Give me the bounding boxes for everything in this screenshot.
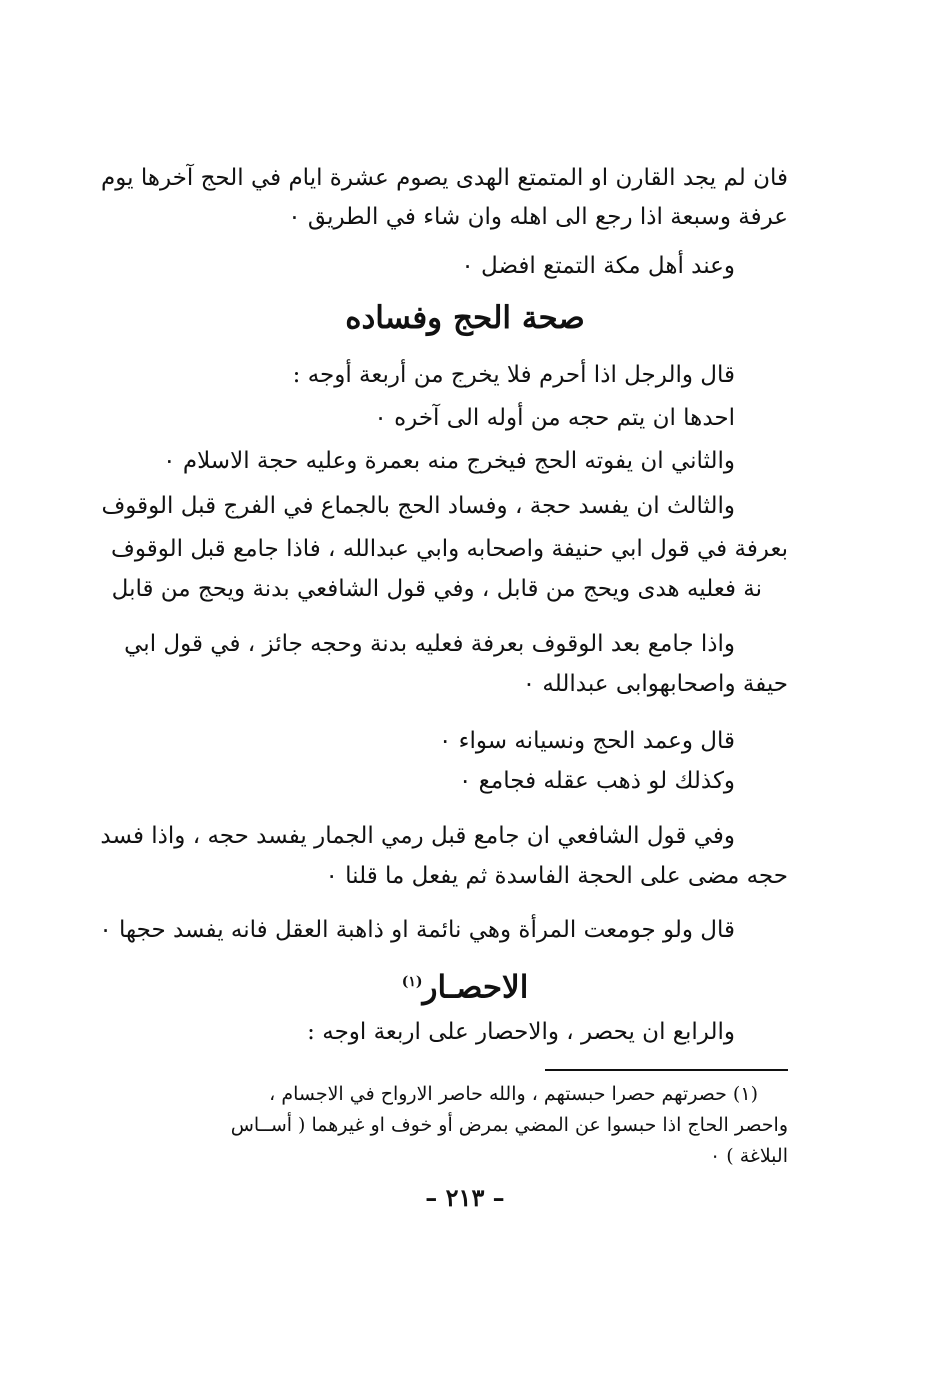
- paragraph-line: حيفة واصحابهوابى عبدالله ٠: [522, 671, 788, 697]
- paragraph: والرابع ان يحصر ، والاحصار على اربعة اوجه :: [307, 1019, 735, 1045]
- section-heading: [0, 962, 930, 1007]
- paragraph-line: واذا جامع بعد الوقوف بعرفة فعليه بدنة وحجه جائز ، في قول ابي: [124, 631, 735, 657]
- heading-text: الاحصـار: [422, 969, 529, 1006]
- section-heading: صحة الحج وفساده: [345, 300, 585, 336]
- paragraph-line: نة فعليه هدى ويحج من قابل ، وفي قول الشافعي بدنة ويحج من قابل: [111, 576, 762, 602]
- paragraph: قال وعمد الحج ونسيانه سواء ٠: [439, 728, 735, 754]
- paragraph-line: عرفة وسبعة اذا رجع الى اهله وان شاء في الطريق ٠: [288, 204, 788, 230]
- paragraph: قال ولو جومعت المرأة وهي نائمة او ذاهبة العقل فانه يفسد حجها ٠: [99, 917, 735, 943]
- paragraph-line: والثالث ان يفسد حجة ، وفساد الحج بالجماع في الفرج قبل الوقوف: [101, 493, 735, 519]
- paragraph: والثاني ان يفوته الحج فيخرج منه بعمرة وعليه حجة الاسلام ٠: [163, 448, 735, 474]
- footnote-divider: [545, 1069, 788, 1071]
- footnote-line: (١) حصرتهم حصرا حبستهم ، والله حاصر الارواح في الاجسام ،: [269, 1083, 758, 1105]
- paragraph-line: بعرفة في قول ابي حنيفة واصحابه وابي عبدالله ، فاذا جامع قبل الوقوف: [111, 536, 788, 562]
- paragraph-line: وفي قول الشافعي ان جامع قبل رمي الجمار يفسد حجه ، واذا فسد: [100, 823, 735, 849]
- paragraph-line: حجه مضى على الحجة الفاسدة ثم يفعل ما قلنا ٠: [325, 863, 788, 889]
- paragraph: وعند أهل مكة التمتع افضل ٠: [461, 253, 735, 279]
- footnote-line: البلاغة ) ٠: [710, 1145, 788, 1167]
- paragraph: وكذلك لو ذهب عقله فجامع ٠: [459, 768, 735, 794]
- footnote-reference: (١): [401, 974, 423, 990]
- footnote-line: واحصر الحاج اذا حبسوا عن المضي بمرض أو خوف او غيرهما ( أســاس: [230, 1114, 788, 1136]
- paragraph-line: فان لم يجد القارن او المتمتع الهدى يصوم عشرة ايام في الحج آخرها يوم: [100, 165, 788, 191]
- paragraph: احدها ان يتم حجه من أوله الى آخره ٠: [374, 405, 735, 431]
- page-number: – ٢١٣ –: [425, 1183, 505, 1212]
- paragraph: قال والرجل اذا أحرم فلا يخرج من أربعة أوجه :: [292, 362, 735, 388]
